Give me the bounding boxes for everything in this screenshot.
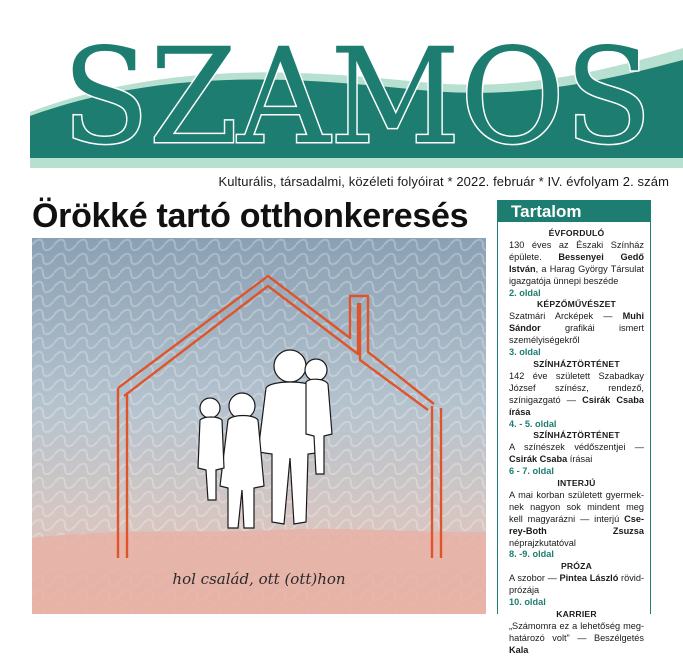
toc-page: 3. oldal: [509, 347, 541, 358]
toc-description: „Számomra ez a lehetőség meghatározó volt” — Beszélgetés Kala: [509, 620, 644, 655]
toc-entry[interactable]: [509, 228, 644, 299]
cover-illustration: [32, 238, 486, 614]
masthead-title: SZAMOS: [62, 20, 652, 174]
toc-entry[interactable]: [509, 359, 644, 430]
page-headline: Örökké tartó otthonkeresés: [32, 197, 469, 235]
toc-entry[interactable]: [509, 609, 644, 657]
toc-page: 4. - 5. oldal: [509, 418, 557, 429]
toc-description: 130 éves az Északi Színház épülete. Bessenyei Gedő István, a Harag György Társulat igazgatója ünnepi beszéde: [509, 239, 644, 286]
toc-description: 142 éve született Szabadkay József színész, rendező, színigazgató — Csirák Csaba írása: [509, 370, 644, 417]
toc-page: 2. oldal: [509, 287, 541, 298]
toc-entry[interactable]: [509, 299, 644, 359]
toc-description: Szatmári Arcképek — Muhi Sándor grafikái ismert személyiségekről: [509, 311, 644, 346]
table-of-contents: [497, 200, 651, 655]
toc-section: KARRIER: [556, 609, 597, 619]
cover-caption: hol család, ott (ott)hon: [172, 570, 346, 588]
toc-page: 6 - 7. oldal: [509, 466, 554, 477]
toc-description: A szobor — Pintea László rövidprózája: [509, 573, 644, 596]
toc-entry[interactable]: [509, 478, 644, 561]
toc-page: 10. oldal: [509, 597, 546, 608]
toc-section: SZÍNHÁZTÖRTÉNET: [533, 358, 620, 369]
toc-section: PRÓZA: [560, 561, 593, 572]
toc-section: SZÍNHÁZTÖRTÉNET: [533, 430, 620, 441]
toc-section: KÉPZŐMŰVÉSZET: [537, 299, 616, 310]
toc-section: INTERJÚ: [557, 478, 596, 489]
toc-entry[interactable]: [509, 430, 644, 478]
toc-title: Tartalom: [498, 200, 650, 222]
cover-artwork: [32, 238, 486, 614]
toc-section: ÉVFORDULÓ: [548, 228, 605, 238]
toc-page: 8. -9. oldal: [509, 549, 554, 560]
issue-subline: Kulturális, társadalmi, közéleti folyóirat * 2022. február * IV. évfolyam 2. szám: [218, 174, 669, 189]
toc-entry[interactable]: [509, 561, 644, 609]
toc-list: [498, 222, 650, 657]
masthead: [0, 0, 683, 174]
toc-description: A mai korban született gyermeknek nagyon sok mindent meg kell magyarázni — interjú Cserey-Both Zsuzsa néprajzkutatóval: [509, 489, 644, 548]
toc-description: A színészek védőszentjei — Csirák Csaba írásai: [509, 442, 644, 465]
